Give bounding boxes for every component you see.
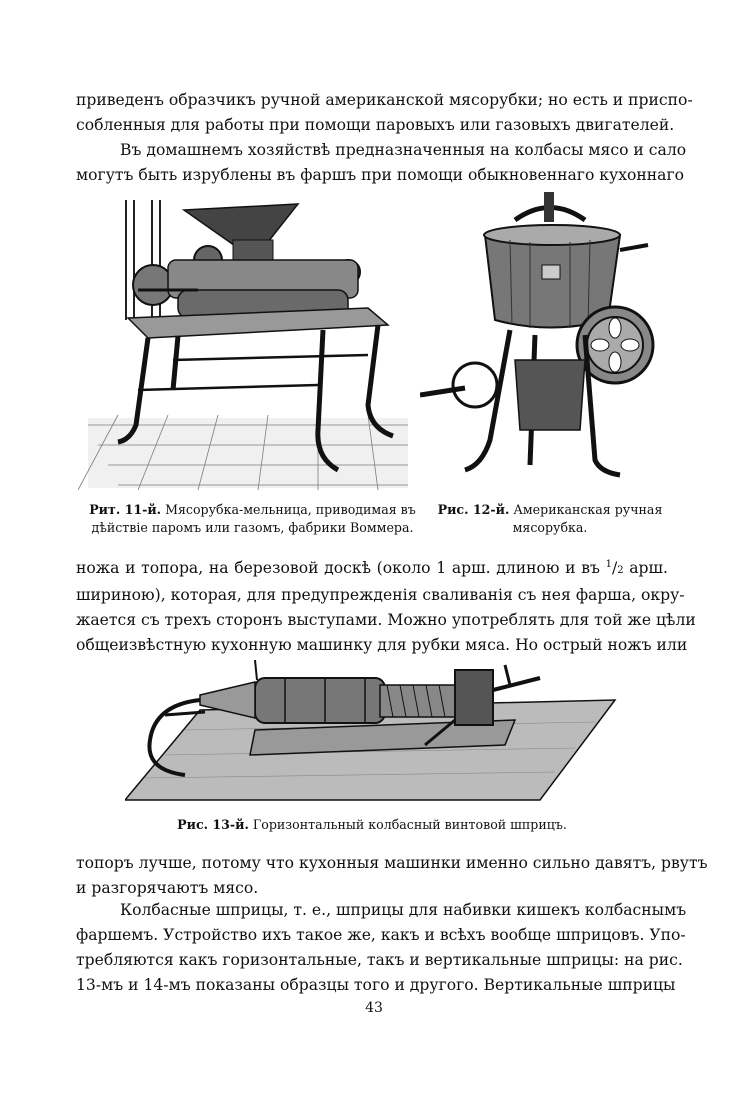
page-number: 43 (365, 1000, 383, 1016)
figure-11-caption-text: Мясорубка-мельница, приводимая въ (161, 502, 416, 517)
paragraph-5 (76, 898, 687, 998)
text-line: требляются какъ горизонтальные, такъ и вертикальные шприцы: на рис. (76, 951, 683, 969)
figure-13-caption (76, 816, 668, 834)
text-line: могутъ быть изрублены въ фаршъ при помощи обыкновеннаго кухоннаго (76, 166, 685, 184)
figure-11-caption-text: дѣйствіе паромъ или газомъ, фабрики Воммера. (91, 520, 414, 535)
paragraph-4 (76, 851, 708, 901)
text-line: и разгорячаютъ мясо. (76, 879, 259, 897)
figure-12-caption (430, 501, 670, 537)
figure-13-sausage-syringe-illustration (125, 660, 620, 808)
paragraph-3 (76, 552, 696, 658)
figure-11-meat-grinder-illustration (78, 190, 418, 490)
fraction-slash: / (611, 559, 618, 578)
paragraph-1 (76, 88, 693, 138)
paragraph-2 (76, 138, 687, 188)
text-fragment: ножа и топора, на березовой доскѣ (около 1 арш. длиною и въ (76, 559, 600, 578)
text-line: собленныя для работы при помощи паровыхъ или газовыхъ двигателей. (76, 116, 675, 134)
text-line: Колбасные шприцы, т. е., шприцы для набивки кишекъ колбаснымъ (120, 901, 687, 919)
figure-12-hand-grinder-illustration (420, 190, 670, 490)
text-line: общеизвѣстную кухонную машинку для рубки мяса. Но острый ножъ или (76, 636, 688, 655)
text-line: фаршемъ. Устройство ихъ такое же, какъ и всѣхъ вообще шприцовъ. Упо- (76, 926, 686, 944)
figure-13-caption-text: Горизонтальный колбасный винтовой шприцъ. (248, 817, 567, 832)
figure-12-label: Рис. 12-й. (437, 502, 510, 517)
figure-12-caption-text: Американская ручная (509, 502, 663, 517)
text-line: Въ домашнемъ хозяйствѣ предназначенныя на колбасы мясо и сало (120, 141, 687, 159)
text-fragment: арш. (623, 559, 668, 578)
text-line: приведенъ образчикъ ручной американской мясорубки; но есть и приспо- (76, 91, 693, 109)
fraction-numerator: 1 (605, 559, 612, 570)
figure-12-caption-text: мясорубка. (512, 520, 588, 535)
text-line: 13-мъ и 14-мъ показаны образцы того и другого. Вертикальные шприцы (76, 976, 676, 994)
text-line: жается съ трехъ сторонъ выступами. Можно употреблять для той же цѣли (76, 611, 696, 630)
figure-11-caption (80, 501, 425, 537)
figure-13-label: Рис. 13-й. (177, 817, 249, 832)
text-line (76, 552, 668, 583)
text-line: топоръ лучше, потому что кухонныя машинки именно сильно давятъ, рвутъ (76, 854, 708, 872)
fraction-denominator: 2 (617, 565, 624, 577)
text-line: шириною), которая, для предупрежденія сваливанія съ нея фарша, окру- (76, 586, 685, 605)
figure-11-label: Рит. 11-й. (89, 502, 162, 517)
